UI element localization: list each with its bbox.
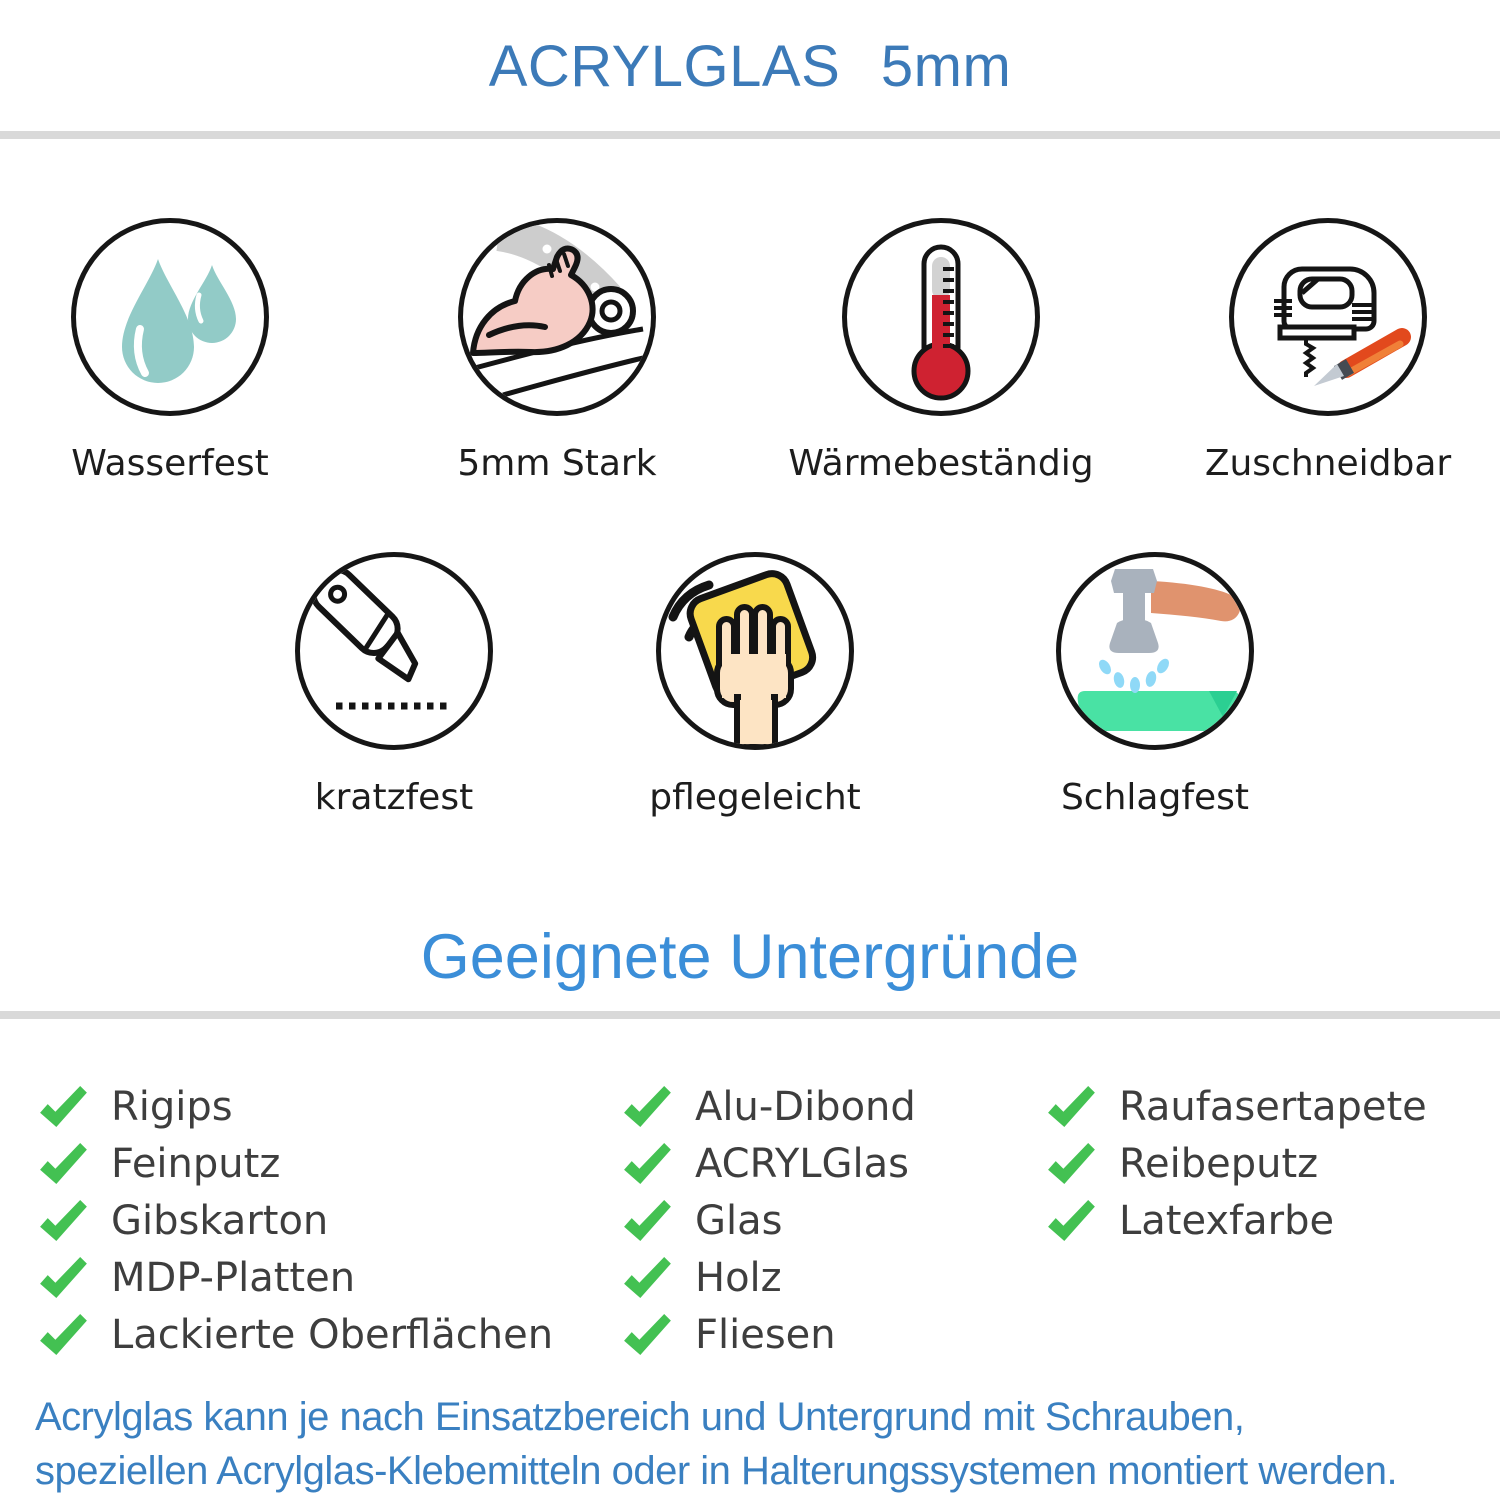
list-item-label: Rigips bbox=[111, 1083, 233, 1130]
feature-5mm-stark bbox=[392, 218, 722, 484]
page-title: ACRYLGLAS 5mm bbox=[488, 34, 1012, 99]
feature-label: kratzfest bbox=[314, 777, 474, 818]
feature-label: pflegeleicht bbox=[649, 777, 861, 818]
footer-note-line-2: speziellen Acrylglas-Klebemitteln oder in Halterungssystemen montiert werden. bbox=[35, 1449, 1398, 1493]
list-item bbox=[1046, 1192, 1427, 1249]
list-item-label: Reibeputz bbox=[1119, 1140, 1319, 1187]
list-item bbox=[622, 1078, 916, 1135]
list-item bbox=[38, 1306, 553, 1363]
check-icon bbox=[1046, 1200, 1096, 1242]
list-item-label: Latexfarbe bbox=[1119, 1197, 1335, 1244]
list-item bbox=[38, 1249, 553, 1306]
list-item-label: Gibskarton bbox=[111, 1197, 329, 1244]
check-icon bbox=[622, 1086, 672, 1128]
list-item-label: Fliesen bbox=[695, 1311, 836, 1358]
muscle-arm-icon bbox=[458, 218, 656, 416]
substrates-column-3 bbox=[1046, 1078, 1427, 1249]
list-item-label: Feinputz bbox=[111, 1140, 281, 1187]
check-icon bbox=[622, 1257, 672, 1299]
list-item bbox=[38, 1078, 553, 1135]
list-item bbox=[38, 1135, 553, 1192]
feature-label: Schlagfest bbox=[1060, 777, 1250, 818]
feature-pflegeleicht bbox=[590, 552, 920, 818]
check-icon bbox=[38, 1143, 88, 1185]
substrates-column-2 bbox=[622, 1078, 916, 1363]
divider-bar bbox=[0, 1011, 1500, 1019]
list-item bbox=[622, 1249, 916, 1306]
list-item bbox=[622, 1306, 916, 1363]
feature-wasserfest bbox=[5, 218, 335, 484]
feature-label: Wasserfest bbox=[71, 443, 269, 484]
water-drops-icon bbox=[71, 218, 269, 416]
substrates-column-1 bbox=[38, 1078, 553, 1363]
divider-bar bbox=[0, 131, 1500, 139]
feature-waermebestaendig bbox=[776, 218, 1106, 484]
check-icon bbox=[1046, 1143, 1096, 1185]
footer-note-line-1: Acrylglas kann je nach Einsatzbereich und Untergrund mit Schrauben, bbox=[35, 1395, 1245, 1439]
list-item-label: Glas bbox=[695, 1197, 783, 1244]
thermometer-icon bbox=[842, 218, 1040, 416]
list-item bbox=[622, 1192, 916, 1249]
list-item bbox=[622, 1135, 916, 1192]
feature-label: Wärmebeständig bbox=[788, 443, 1094, 484]
section-heading: Geeignete Untergründe bbox=[420, 922, 1080, 992]
list-item-label: Holz bbox=[695, 1254, 782, 1301]
check-icon bbox=[38, 1314, 88, 1356]
check-icon bbox=[622, 1200, 672, 1242]
feature-label: Zuschneidbar bbox=[1204, 443, 1452, 484]
feature-schlagfest bbox=[990, 552, 1320, 818]
list-item-label: Alu-Dibond bbox=[695, 1083, 916, 1130]
list-item-label: ACRYLGlas bbox=[695, 1140, 910, 1187]
utility-knife-icon bbox=[295, 552, 493, 750]
check-icon bbox=[622, 1143, 672, 1185]
hammer-icon bbox=[1056, 552, 1254, 750]
list-item bbox=[1046, 1135, 1427, 1192]
list-item bbox=[1046, 1078, 1427, 1135]
feature-zuschneidbar bbox=[1163, 218, 1493, 484]
feature-kratzfest bbox=[229, 552, 559, 818]
jigsaw-icon bbox=[1229, 218, 1427, 416]
check-icon bbox=[622, 1314, 672, 1356]
check-icon bbox=[38, 1200, 88, 1242]
feature-label: 5mm Stark bbox=[457, 443, 657, 484]
list-item-label: Lackierte Oberflächen bbox=[111, 1311, 554, 1358]
list-item-label: MDP-Platten bbox=[111, 1254, 356, 1301]
check-icon bbox=[38, 1086, 88, 1128]
cleaning-hand-icon bbox=[656, 552, 854, 750]
list-item bbox=[38, 1192, 553, 1249]
list-item-label: Raufasertapete bbox=[1119, 1083, 1427, 1130]
check-icon bbox=[1046, 1086, 1096, 1128]
footer-note bbox=[35, 1390, 1495, 1498]
check-icon bbox=[38, 1257, 88, 1299]
